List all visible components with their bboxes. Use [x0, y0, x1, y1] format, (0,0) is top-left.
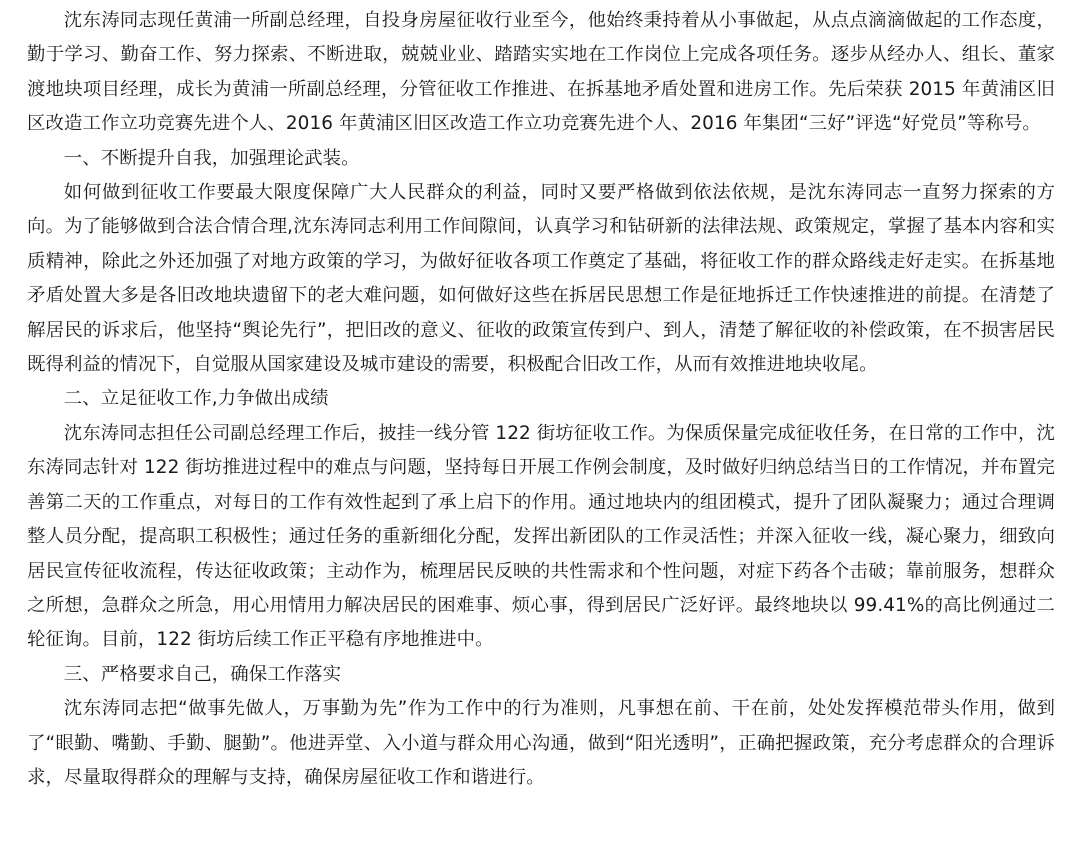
- section-2-heading: 二、立足征收工作,力争做出成绩: [63, 388, 329, 410]
- section-3-body: 沈东涛同志把“做事先做人，万事勤为先”作为工作中的行为准则，凡事想在前、干在前，处处发挥模范带头作用，做到了“眼勤、嘴勤、手勤、腿勤”。他进弄堂、入小道与群众用心沟通，做到“阳光透明”，正确把握政策，充分考虑群众的合理诉求，尽量取得群众的理解与支持，确保房屋征收工作和谐进行。: [27, 698, 1055, 788]
- section-2-body: 沈东涛同志担任公司副总经理工作后，披挂一线分管 122 街坊征收工作。为保质保量完成征收任务，在日常的工作中，沈东涛同志针对 122 街坊推进过程中的难点与问题，坚持每日开展工作例会制度，及时做好归纳总结当日的工作情况，并布置完善第二天的工作重点，对每日的工作有效性起到了承上启下的作用。通过地块内的组团模式，提升了团队凝聚力；通过合理调整人员分配，提高职工积极性；通过任务的重新细化分配，发挥出新团队的工作灵活性；并深入征收一线，凝心聚力，细致向居民宣传征收流程，传达征收政策；主动作为，梳理居民反映的共性需求和个性问题，对症下药各个击破；靠前服务，想群众之所想，急群众之所急，用心用情用力解决居民的困难事、烦心事，得到居民广泛好评。最终地块以 99.41%的高比例通过二轮征询。目前，122 街坊后续工作正平稳有序地推进中。: [27, 422, 1055, 651]
- intro-paragraph: 沈东涛同志现任黄浦一所副总经理，自投身房屋征收行业至今，他始终秉持着从小事做起，从点点滴滴做起的工作态度，勤于学习、勤奋工作、努力探索、不断进取，兢兢业业、踏踏实实地在工作岗位上完成各项任务。逐步从经办人、组长、董家渡地块项目经理，成长为黄浦一所副总经理，分管征收工作推进、在拆基地矛盾处置和进房工作。先后荣获 2015 年黄浦区旧区改造工作立功竞赛先进个人、2016 年黄浦区旧区改造工作立功竞赛先进个人、2016 年集团“三好”评选“好党员”等称号。: [27, 10, 1055, 135]
- section-1-heading: 一、不断提升自我，加强理论武装。: [63, 147, 360, 169]
- section-3-heading: 三、严格要求自己，确保工作落实: [63, 663, 342, 685]
- section-1-body: 如何做到征收工作要最大限度保障广大人民群众的利益，同时又要严格做到依法依规，是沈东涛同志一直努力探索的方向。为了能够做到合法合情合理,沈东涛同志利用工作间隙间，认真学习和钻研新的法律法规、政策规定，掌握了基本内容和实质精神，除此之外还加强了对地方政策的学习，为做好征收各项工作奠定了基础，将征收工作的群众路线走好走实。在拆基地矛盾处置大多是各旧改地块遗留下的老大难问题，如何做好这些在拆居民思想工作是征地拆迁工作快速推进的前提。在清楚了解居民的诉求后，他坚持“舆论先行”，把旧改的意义、征收的政策宣传到户、到人，清楚了解征收的补偿政策，在不损害居民既得利益的情况下，自觉服从国家建设及城市建设的需要，积极配合旧改工作，从而有效推进地块收尾。: [27, 182, 1055, 376]
- document-body: [27, 4, 1055, 795]
